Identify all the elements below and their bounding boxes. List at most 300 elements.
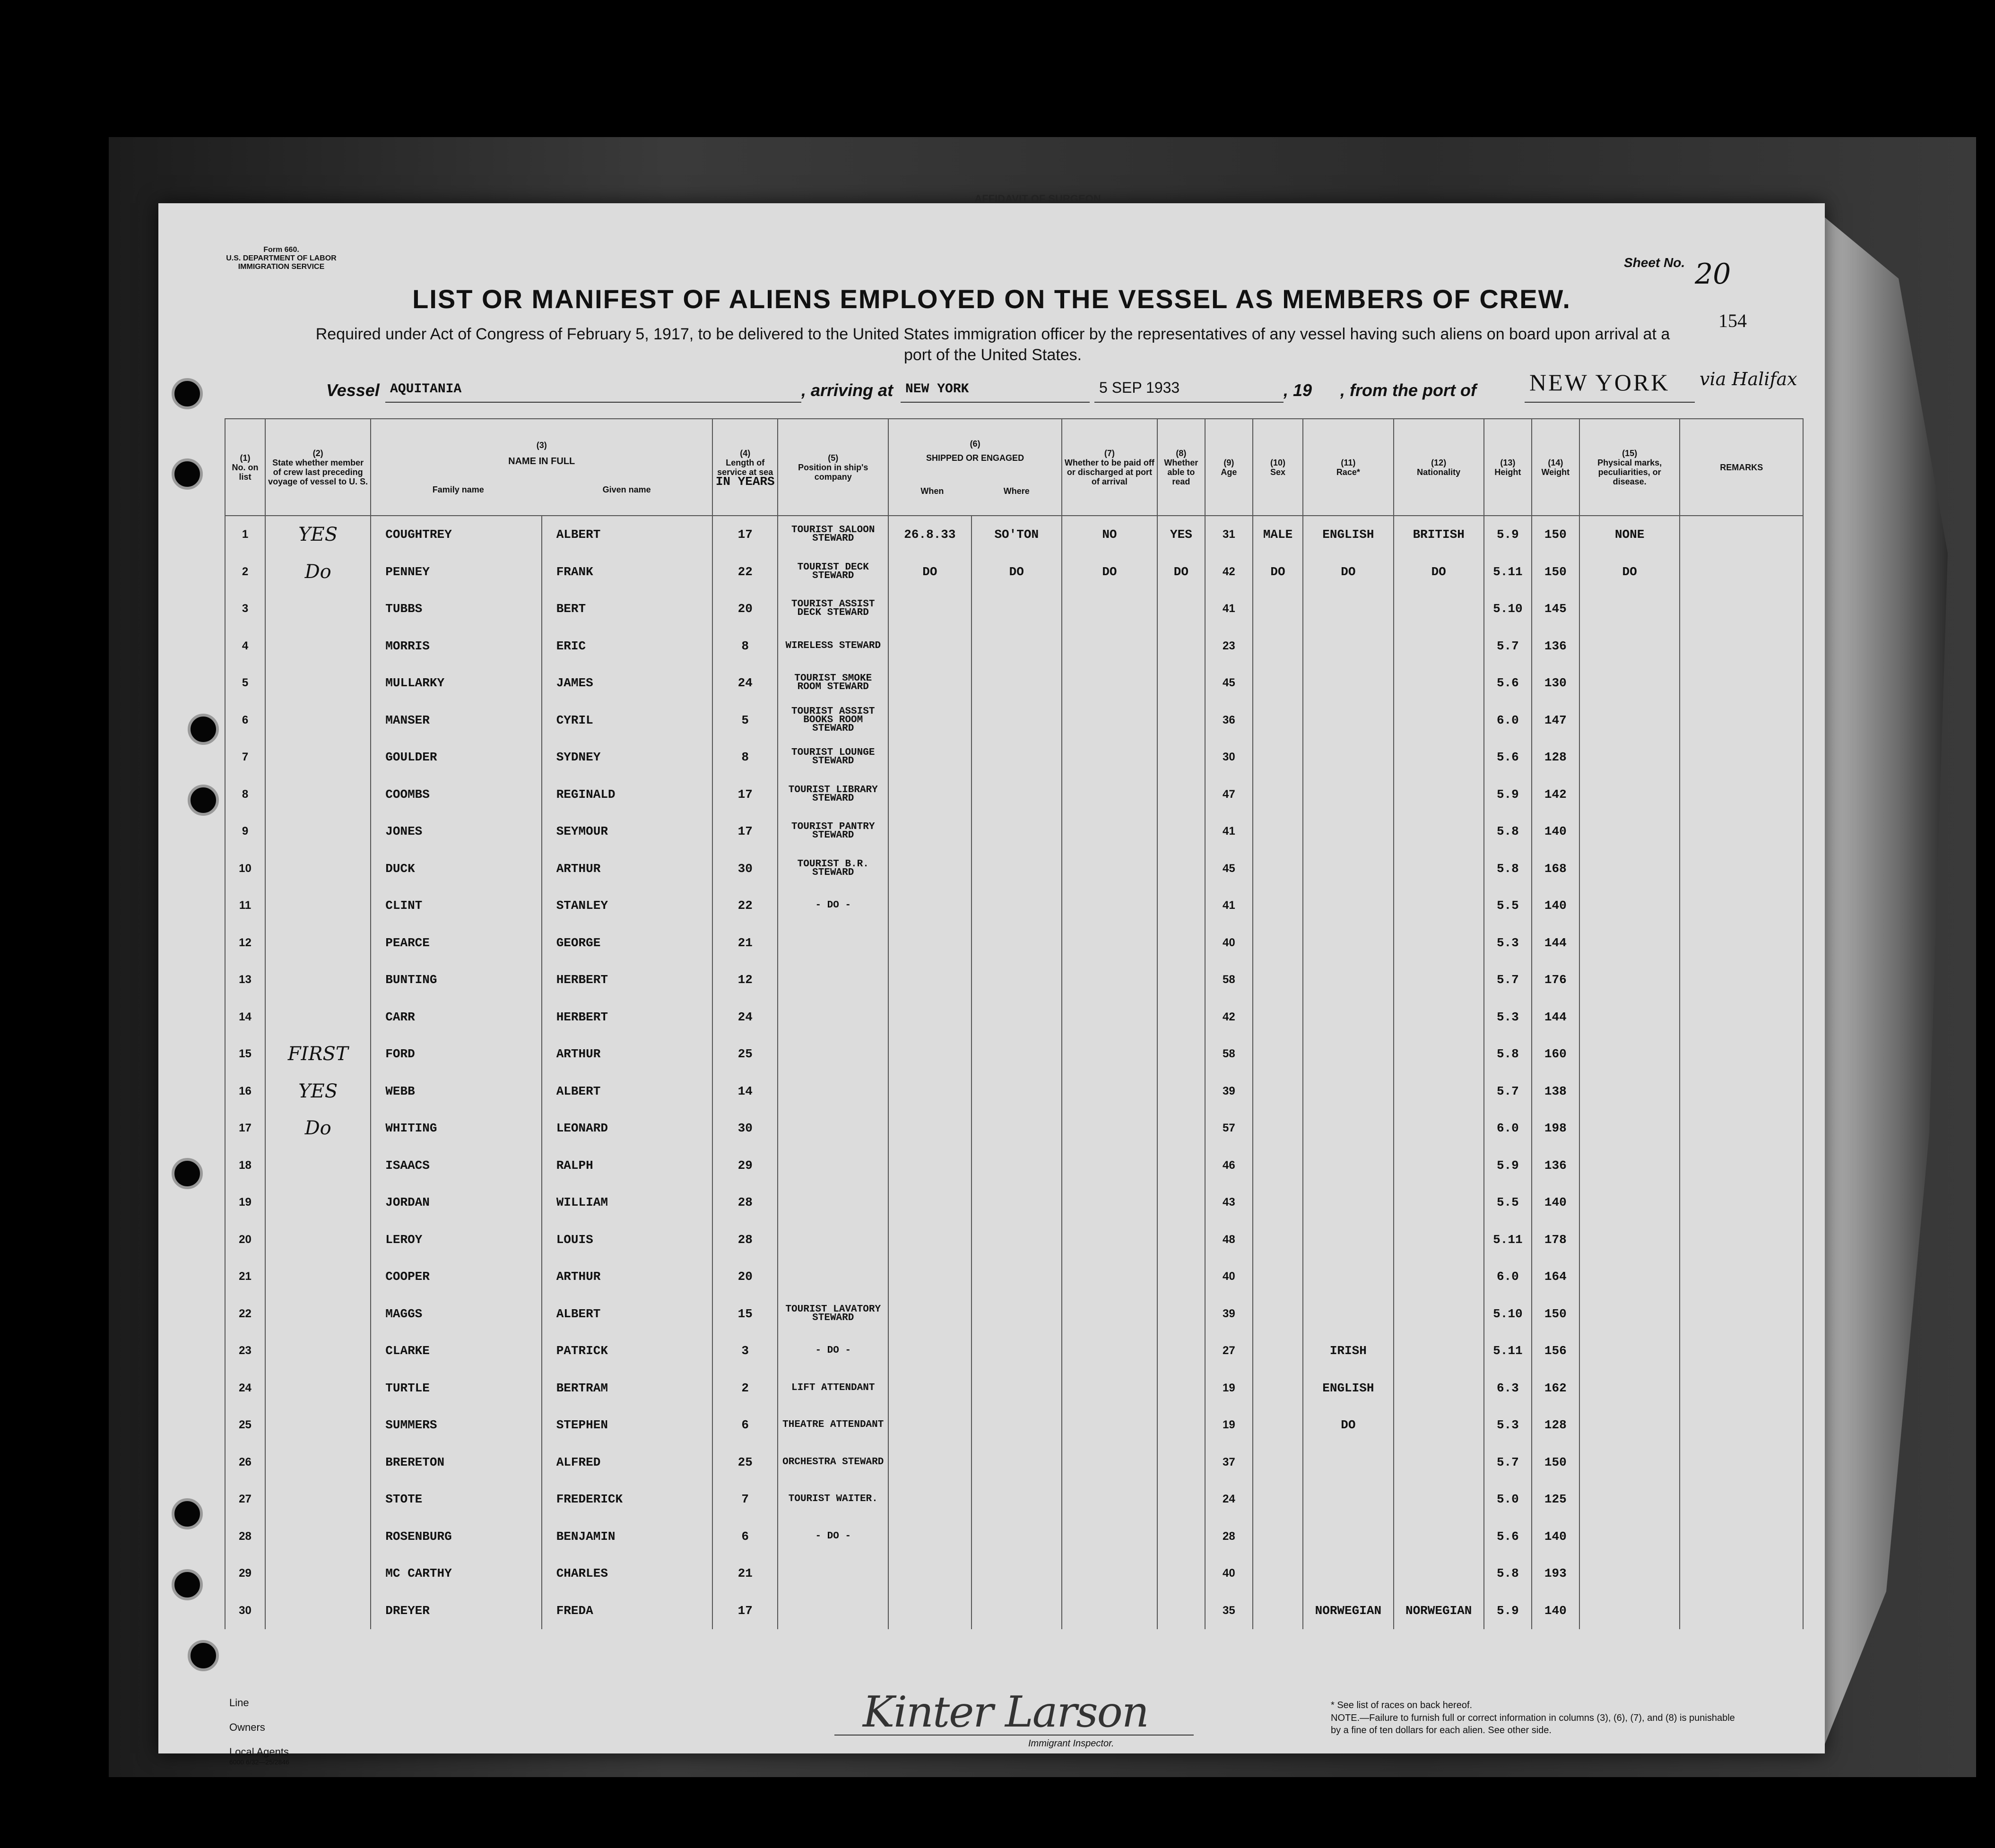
cell-state: [265, 1518, 371, 1555]
cell-height: 5.9: [1484, 776, 1532, 813]
cell-years: 15: [712, 1295, 778, 1333]
cell-no: 28: [225, 1518, 265, 1555]
cell-paid: [1062, 887, 1157, 924]
cell-age: 41: [1205, 590, 1253, 628]
cell-nat: [1394, 924, 1484, 962]
cell-remarks: [1680, 702, 1803, 739]
cell-no: 26: [225, 1444, 265, 1481]
cell-position: [778, 1147, 888, 1184]
cell-state: [265, 1147, 371, 1184]
col-header-shipped: (6) SHIPPED OR ENGAGED When Where: [888, 419, 1062, 516]
cell-paid: [1062, 1555, 1157, 1592]
cell-weight: 140: [1532, 1592, 1579, 1630]
cell-family: MULLARKY: [371, 665, 541, 702]
cell-years: 25: [712, 1444, 778, 1481]
cell-where: [971, 665, 1062, 702]
cell-read: DO: [1157, 553, 1205, 591]
cell-where: [971, 1555, 1062, 1592]
cell-nat: NORWEGIAN: [1394, 1592, 1484, 1630]
cell-where: [971, 628, 1062, 665]
cell-position: [778, 1258, 888, 1295]
cell-nat: [1394, 1332, 1484, 1370]
sheet-number: 20: [1695, 258, 1731, 291]
cell-paid: [1062, 1444, 1157, 1481]
cell-paid: [1062, 1073, 1157, 1110]
cell-read: [1157, 1332, 1205, 1370]
vessel-underline: [385, 402, 801, 403]
inspector-signature: Kinter Larson: [863, 1687, 1148, 1737]
cell-weight: 144: [1532, 999, 1579, 1036]
cell-no: 27: [225, 1481, 265, 1518]
cell-read: [1157, 1407, 1205, 1444]
cell-paid: [1062, 1147, 1157, 1184]
cell-race: [1303, 1481, 1393, 1518]
col-header-no: (1) No. on list: [225, 419, 265, 516]
cell-family: GOULDER: [371, 739, 541, 776]
stamp-number: 154: [1718, 310, 1747, 331]
cell-sex: [1253, 1407, 1303, 1444]
cell-sex: [1253, 702, 1303, 739]
cell-years: 5: [712, 702, 778, 739]
cell-years: 8: [712, 739, 778, 776]
cell-age: 24: [1205, 1481, 1253, 1518]
col-header-state: (2) State whether member of crew last preceding voyage of vessel to U. S.: [265, 419, 371, 516]
cell-remarks: [1680, 1295, 1803, 1333]
cell-sex: [1253, 1258, 1303, 1295]
cell-family: JORDAN: [371, 1184, 541, 1221]
cell-paid: [1062, 739, 1157, 776]
cell-nat: [1394, 1555, 1484, 1592]
cell-race: [1303, 961, 1393, 999]
cell-when: [888, 739, 971, 776]
cell-years: 20: [712, 590, 778, 628]
cell-age: 41: [1205, 887, 1253, 924]
cell-height: 5.3: [1484, 1407, 1532, 1444]
cell-age: 48: [1205, 1221, 1253, 1259]
cell-race: [1303, 813, 1393, 850]
cell-weight: 142: [1532, 776, 1579, 813]
cell-where: [971, 850, 1062, 888]
cell-paid: [1062, 628, 1157, 665]
cell-paid: [1062, 1258, 1157, 1295]
cell-where: [971, 887, 1062, 924]
table-row: [225, 1555, 1803, 1592]
cell-race: ENGLISH: [1303, 1370, 1393, 1407]
cell-sex: [1253, 1147, 1303, 1184]
cell-marks: [1579, 702, 1680, 739]
cell-read: [1157, 1258, 1205, 1295]
cell-state: FIRST: [265, 1036, 371, 1073]
cell-when: [888, 887, 971, 924]
cell-when: [888, 1147, 971, 1184]
cell-years: 17: [712, 516, 778, 553]
cell-paid: [1062, 813, 1157, 850]
cell-state: [265, 999, 371, 1036]
cell-when: 26.8.33: [888, 516, 971, 553]
inspector-label: Immigrant Inspector.: [1028, 1738, 1114, 1749]
cell-position: TOURIST SALOON STEWARD: [778, 516, 888, 553]
cell-weight: 164: [1532, 1258, 1579, 1295]
cell-weight: 140: [1532, 887, 1579, 924]
cell-nat: DO: [1394, 553, 1484, 591]
cell-age: 37: [1205, 1444, 1253, 1481]
cell-when: [888, 1295, 971, 1333]
cell-height: 6.0: [1484, 702, 1532, 739]
cell-age: 27: [1205, 1332, 1253, 1370]
cell-paid: [1062, 1332, 1157, 1370]
cell-given: BENJAMIN: [542, 1518, 712, 1555]
cell-position: TOURIST ASSIST BOOKS ROOM STEWARD: [778, 702, 888, 739]
cell-sex: [1253, 813, 1303, 850]
cell-no: 12: [225, 924, 265, 962]
cell-paid: [1062, 665, 1157, 702]
cell-remarks: [1680, 1332, 1803, 1370]
cell-no: 2: [225, 553, 265, 591]
cell-remarks: [1680, 1370, 1803, 1407]
cell-when: [888, 590, 971, 628]
cell-remarks: [1680, 961, 1803, 999]
cell-years: 28: [712, 1184, 778, 1221]
cell-height: 6.3: [1484, 1370, 1532, 1407]
cell-no: 16: [225, 1073, 265, 1110]
cell-weight: 145: [1532, 590, 1579, 628]
cell-position: - DO -: [778, 1518, 888, 1555]
cell-no: 24: [225, 1370, 265, 1407]
cell-height: 5.3: [1484, 924, 1532, 962]
cell-read: [1157, 1110, 1205, 1147]
cell-family: TURTLE: [371, 1370, 541, 1407]
cell-read: [1157, 887, 1205, 924]
cell-family: COUGHTREY: [371, 516, 541, 553]
cell-remarks: [1680, 1555, 1803, 1592]
cell-no: 6: [225, 702, 265, 739]
cell-race: [1303, 924, 1393, 962]
cell-read: [1157, 776, 1205, 813]
where-header: Where: [1003, 486, 1030, 496]
cell-no: 17: [225, 1110, 265, 1147]
vessel-label: Vessel: [326, 380, 380, 400]
cell-sex: [1253, 1592, 1303, 1630]
cell-position: [778, 1555, 888, 1592]
table-row: [225, 1295, 1803, 1333]
cell-position: [778, 1036, 888, 1073]
cell-years: 22: [712, 553, 778, 591]
cell-no: 4: [225, 628, 265, 665]
cell-no: 22: [225, 1295, 265, 1333]
cell-nat: [1394, 1407, 1484, 1444]
cell-where: [971, 1370, 1062, 1407]
cell-no: 20: [225, 1221, 265, 1259]
cell-marks: [1579, 1407, 1680, 1444]
cell-race: [1303, 1110, 1393, 1147]
cell-no: 18: [225, 1147, 265, 1184]
cell-state: Do: [265, 553, 371, 591]
cell-given: BERTRAM: [542, 1370, 712, 1407]
cell-read: [1157, 1221, 1205, 1259]
cell-position: [778, 1592, 888, 1630]
cell-family: LEROY: [371, 1221, 541, 1259]
cell-weight: 193: [1532, 1555, 1579, 1592]
cell-remarks: [1680, 924, 1803, 962]
cell-marks: [1579, 590, 1680, 628]
date-underline: [1094, 402, 1284, 403]
cell-height: 5.9: [1484, 1592, 1532, 1630]
cell-years: 17: [712, 776, 778, 813]
cell-nat: [1394, 1184, 1484, 1221]
cell-remarks: [1680, 1407, 1803, 1444]
cell-read: [1157, 1481, 1205, 1518]
cell-years: 8: [712, 628, 778, 665]
cell-marks: [1579, 628, 1680, 665]
cell-position: TOURIST DECK STEWARD: [778, 553, 888, 591]
cell-marks: [1579, 1036, 1680, 1073]
cell-family: MANSER: [371, 702, 541, 739]
cell-no: 5: [225, 665, 265, 702]
cell-years: 21: [712, 1555, 778, 1592]
cell-given: ARTHUR: [542, 1258, 712, 1295]
cell-height: 5.11: [1484, 553, 1532, 591]
cell-sex: [1253, 739, 1303, 776]
cell-when: [888, 1036, 971, 1073]
cell-nat: [1394, 665, 1484, 702]
cell-marks: [1579, 1184, 1680, 1221]
cell-read: [1157, 1444, 1205, 1481]
cell-race: [1303, 850, 1393, 888]
cell-when: [888, 1592, 971, 1630]
cell-marks: [1579, 1518, 1680, 1555]
cell-nat: [1394, 1370, 1484, 1407]
cell-state: [265, 1184, 371, 1221]
cell-state: YES: [265, 516, 371, 553]
cell-given: BERT: [542, 590, 712, 628]
cell-family: WHITING: [371, 1110, 541, 1147]
cell-when: [888, 665, 971, 702]
cell-no: 13: [225, 961, 265, 999]
manifest-page: [158, 193, 1825, 1766]
cell-nat: [1394, 590, 1484, 628]
cell-when: [888, 961, 971, 999]
cell-sex: MALE: [1253, 516, 1303, 553]
cell-nat: [1394, 628, 1484, 665]
cell-height: 5.3: [1484, 999, 1532, 1036]
cell-weight: 162: [1532, 1370, 1579, 1407]
cell-age: 19: [1205, 1407, 1253, 1444]
table-row: [225, 1221, 1803, 1259]
cell-nat: [1394, 1147, 1484, 1184]
cell-nat: [1394, 1258, 1484, 1295]
cell-given: RALPH: [542, 1147, 712, 1184]
cell-position: [778, 1221, 888, 1259]
cell-years: 22: [712, 887, 778, 924]
cell-race: [1303, 1258, 1393, 1295]
cell-age: 19: [1205, 1370, 1253, 1407]
cell-sex: [1253, 776, 1303, 813]
arriving-label: , arriving at: [801, 380, 893, 400]
cell-paid: [1062, 1295, 1157, 1333]
cell-height: 5.8: [1484, 813, 1532, 850]
cell-height: 5.8: [1484, 1555, 1532, 1592]
cell-given: SYDNEY: [542, 739, 712, 776]
cell-where: [971, 776, 1062, 813]
cell-weight: 168: [1532, 850, 1579, 888]
cell-age: 23: [1205, 628, 1253, 665]
cell-position: TOURIST LAVATORY STEWARD: [778, 1295, 888, 1333]
table-row: [225, 1110, 1803, 1147]
table-row: [225, 553, 1803, 591]
cell-nat: [1394, 702, 1484, 739]
punch-hole: [172, 1158, 203, 1189]
cell-given: PATRICK: [542, 1332, 712, 1370]
when-header: When: [920, 486, 944, 496]
cell-sex: [1253, 1073, 1303, 1110]
table-row: [225, 1073, 1803, 1110]
cell-given: ARTHUR: [542, 850, 712, 888]
cell-height: 5.10: [1484, 1295, 1532, 1333]
cell-state: [265, 1370, 371, 1407]
cell-read: [1157, 1184, 1205, 1221]
cell-age: 43: [1205, 1184, 1253, 1221]
cell-family: FORD: [371, 1036, 541, 1073]
cell-read: [1157, 1295, 1205, 1333]
cell-years: 24: [712, 665, 778, 702]
cell-marks: DO: [1579, 553, 1680, 591]
cell-age: 42: [1205, 999, 1253, 1036]
cell-family: COOPER: [371, 1258, 541, 1295]
cell-remarks: [1680, 1110, 1803, 1147]
cell-when: [888, 1221, 971, 1259]
cell-given: CYRIL: [542, 702, 712, 739]
cell-where: [971, 1481, 1062, 1518]
cell-paid: [1062, 1110, 1157, 1147]
cell-marks: [1579, 1370, 1680, 1407]
cell-nat: [1394, 1518, 1484, 1555]
table-row: [225, 1184, 1803, 1221]
cell-read: [1157, 590, 1205, 628]
port-label: , from the port of: [1340, 380, 1476, 400]
cell-given: ALBERT: [542, 516, 712, 553]
cell-read: [1157, 1147, 1205, 1184]
cell-marks: [1579, 1221, 1680, 1259]
cell-age: 47: [1205, 776, 1253, 813]
cell-where: [971, 590, 1062, 628]
race-note: * See list of races on back hereof.: [1331, 1700, 1473, 1710]
cell-race: IRISH: [1303, 1332, 1393, 1370]
cell-paid: [1062, 850, 1157, 888]
cell-position: TOURIST LIBRARY STEWARD: [778, 776, 888, 813]
cell-nat: [1394, 887, 1484, 924]
cell-read: [1157, 628, 1205, 665]
arriving-underline: [901, 402, 1090, 403]
cell-when: [888, 850, 971, 888]
cell-sex: [1253, 1110, 1303, 1147]
cell-paid: [1062, 1370, 1157, 1407]
cell-family: ISAACS: [371, 1147, 541, 1184]
cell-given: ALFRED: [542, 1444, 712, 1481]
cell-marks: [1579, 1073, 1680, 1110]
cell-height: 6.0: [1484, 1110, 1532, 1147]
cell-marks: [1579, 1258, 1680, 1295]
cell-marks: [1579, 1295, 1680, 1333]
cell-given: HERBERT: [542, 999, 712, 1036]
cell-no: 25: [225, 1407, 265, 1444]
cell-family: BRERETON: [371, 1444, 541, 1481]
cell-position: LIFT ATTENDANT: [778, 1370, 888, 1407]
cell-marks: [1579, 813, 1680, 850]
cell-state: [265, 1555, 371, 1592]
cell-age: 40: [1205, 1555, 1253, 1592]
cell-race: [1303, 887, 1393, 924]
cell-nat: [1394, 1444, 1484, 1481]
cell-weight: 128: [1532, 1407, 1579, 1444]
table-row: [225, 665, 1803, 702]
cell-remarks: [1680, 1036, 1803, 1073]
cell-where: [971, 1592, 1062, 1630]
cell-given: WILLIAM: [542, 1184, 712, 1221]
cell-age: 58: [1205, 961, 1253, 999]
cell-race: ENGLISH: [1303, 516, 1393, 553]
cell-where: [971, 1036, 1062, 1073]
cell-when: [888, 1444, 971, 1481]
cell-race: [1303, 1073, 1393, 1110]
cell-state: [265, 924, 371, 962]
cell-nat: [1394, 1221, 1484, 1259]
cell-race: DO: [1303, 553, 1393, 591]
cell-sex: [1253, 850, 1303, 888]
cell-position: [778, 1073, 888, 1110]
table-row: [225, 924, 1803, 962]
col-header-weight: (14) Weight: [1532, 419, 1579, 516]
cell-family: WEBB: [371, 1073, 541, 1110]
cell-state: [265, 590, 371, 628]
cell-sex: DO: [1253, 553, 1303, 591]
cell-marks: [1579, 739, 1680, 776]
cell-height: 5.7: [1484, 1444, 1532, 1481]
punch-hole: [172, 458, 203, 490]
cell-height: 5.8: [1484, 1036, 1532, 1073]
cell-nat: [1394, 1481, 1484, 1518]
sheet-label: Sheet No.: [1624, 255, 1685, 270]
top-stamp: AFFIDAVIT OF SURGEON: [974, 193, 1101, 205]
cell-given: JAMES: [542, 665, 712, 702]
cell-when: DO: [888, 553, 971, 591]
cell-years: 25: [712, 1036, 778, 1073]
cell-race: [1303, 702, 1393, 739]
cell-state: Do: [265, 1110, 371, 1147]
table-row: [225, 961, 1803, 999]
cell-position: ORCHESTRA STEWARD: [778, 1444, 888, 1481]
cell-position: TOURIST PANTRY STEWARD: [778, 813, 888, 850]
cell-no: 3: [225, 590, 265, 628]
cell-given: STANLEY: [542, 887, 712, 924]
cell-years: 28: [712, 1221, 778, 1259]
cell-position: - DO -: [778, 1332, 888, 1370]
cell-remarks: [1680, 813, 1803, 850]
cell-family: CLARKE: [371, 1332, 541, 1370]
cell-height: 5.7: [1484, 961, 1532, 999]
cell-age: 41: [1205, 813, 1253, 850]
cell-race: [1303, 1221, 1393, 1259]
cell-state: [265, 887, 371, 924]
cell-read: [1157, 1555, 1205, 1592]
punch-hole: [188, 714, 219, 745]
cell-where: [971, 1073, 1062, 1110]
given-name-header: Given name: [602, 484, 651, 494]
cell-family: SUMMERS: [371, 1407, 541, 1444]
form-header: [196, 246, 366, 271]
cell-state: [265, 850, 371, 888]
col-header-paid-off: (7) Whether to be paid off or discharged at port of arrival: [1062, 419, 1157, 516]
cell-read: [1157, 999, 1205, 1036]
